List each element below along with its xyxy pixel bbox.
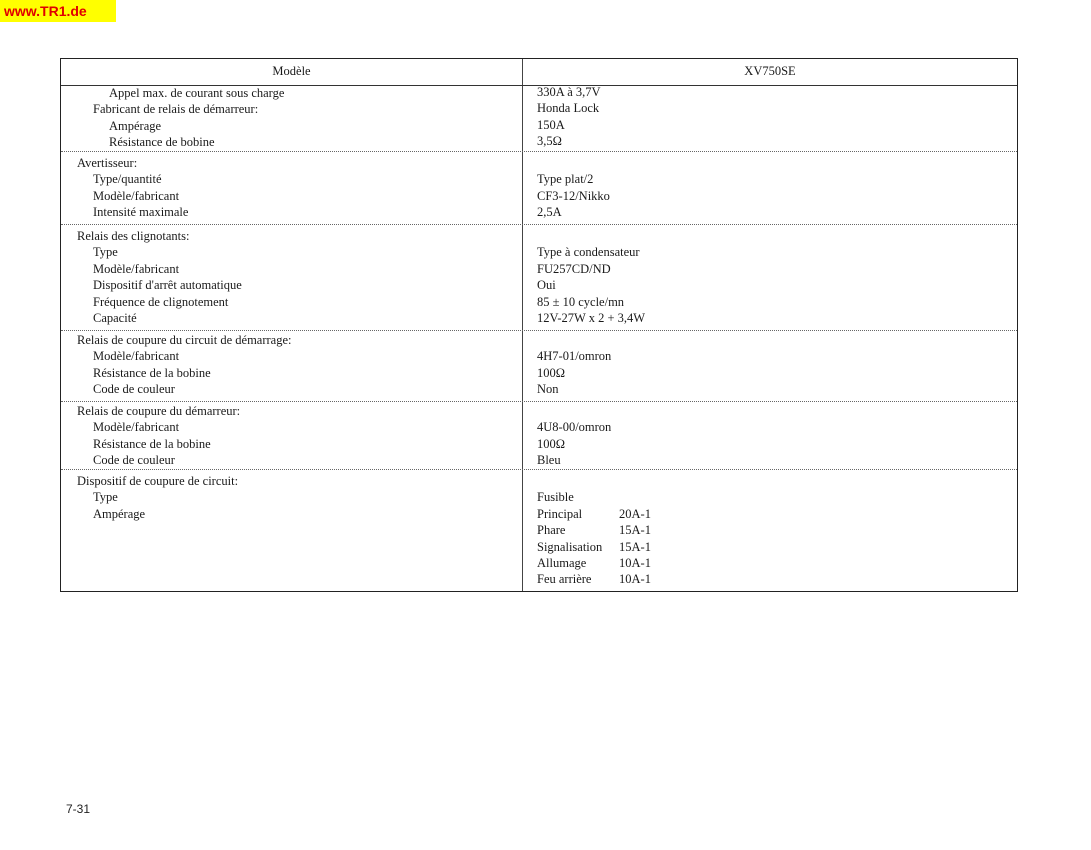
spec-label: Modèle/fabricant: [93, 349, 180, 364]
fuse-rating: 10A-1: [619, 572, 651, 587]
fuse-name: Phare: [537, 523, 566, 538]
spec-label: Ampérage: [109, 118, 162, 133]
spec-label: Code de couleur: [93, 382, 175, 397]
spec-value: 100Ω: [537, 365, 566, 380]
fuse-row: [537, 555, 1007, 571]
spec-value: Type plat/2: [537, 172, 594, 187]
spec-label: Relais des clignotants:: [77, 229, 190, 243]
spec-label: Résistance de la bobine: [93, 436, 211, 451]
section-flasher-relay: [61, 225, 1017, 331]
spec-value: 150A: [537, 117, 565, 132]
spec-value: [537, 228, 1007, 244]
spec-value: [537, 473, 1007, 489]
section-starter-cutoff-relay: [61, 402, 1017, 470]
spec-label: Relais de coupure du démarreur:: [77, 404, 241, 418]
fuse-rating: 20A-1: [619, 506, 651, 521]
section-values: [537, 228, 1007, 326]
section-values: [537, 332, 1007, 398]
spec-label: Code de couleur: [93, 453, 175, 468]
fuse-name: Signalisation: [537, 539, 603, 554]
section-starting-circuit-cutoff-relay: [61, 331, 1017, 402]
spec-value: Oui: [537, 278, 556, 293]
spec-value: FU257CD/ND: [537, 261, 611, 276]
spec-value: 12V-27W x 2 + 3,4W: [537, 310, 646, 325]
spec-value: 100Ω: [537, 436, 566, 451]
spec-label: Modèle/fabricant: [93, 261, 180, 276]
section-horn: [61, 152, 1017, 225]
spec-label: Relais de coupure du circuit de démarrage:: [77, 333, 292, 347]
spec-value: Non: [537, 382, 559, 397]
spec-label: Type/quantité: [93, 172, 162, 187]
watermark-label: www.TR1.de: [0, 0, 116, 22]
section-values: [537, 155, 1007, 221]
spec-value: Type à condensateur: [537, 245, 640, 260]
spec-value: 4H7-01/omron: [537, 349, 612, 364]
section-values: [537, 84, 1007, 150]
section-labels: [61, 332, 521, 398]
spec-label: Appel max. de courant sous charge: [109, 86, 285, 100]
spec-label: Type: [93, 245, 118, 260]
section-labels: [61, 85, 521, 151]
spec-label: Résistance de la bobine: [93, 365, 211, 380]
spec-label: Intensité maximale: [93, 205, 189, 220]
table-header-row: [61, 59, 1017, 86]
spec-value: [537, 155, 1007, 171]
spec-label: Avertisseur:: [77, 156, 138, 170]
header-model-label: Modèle: [272, 64, 311, 78]
spec-label: Dispositif de coupure de circuit:: [77, 474, 239, 488]
spec-label: Dispositif d'arrêt automatique: [93, 278, 242, 293]
spec-value: 85 ± 10 cycle/mn: [537, 294, 625, 309]
spec-label: Modèle/fabricant: [93, 188, 180, 203]
fuse-row: [537, 506, 1007, 522]
section-labels: [61, 403, 521, 469]
fuse-name: Feu arrière: [537, 572, 592, 587]
spec-value: 330A à 3,7V: [537, 85, 601, 99]
section-circuit-breaker: [61, 470, 1017, 591]
page-number: 7-31: [66, 802, 91, 816]
spec-value: CF3-12/Nikko: [537, 188, 610, 203]
spec-value: 2,5A: [537, 205, 562, 220]
spec-label: Fabricant de relais de démarreur:: [93, 102, 259, 117]
section-labels: [61, 155, 521, 221]
fuse-rating: 15A-1: [619, 539, 651, 554]
spec-label: Résistance de bobine: [109, 135, 215, 150]
spec-label: Fréquence de clignotement: [93, 294, 229, 309]
header-model-value: XV750SE: [744, 64, 796, 78]
spec-value: 4U8-00/omron: [537, 420, 612, 435]
fuse-row: [537, 571, 1007, 587]
spec-value: [537, 332, 1007, 348]
section-values: [537, 403, 1007, 469]
fuse-rating: 15A-1: [619, 523, 651, 538]
spec-label: Ampérage: [93, 506, 146, 521]
section-labels: [61, 228, 521, 326]
fuse-row: [537, 539, 1007, 555]
spec-value: Fusible: [537, 490, 574, 505]
fuse-name: Allumage: [537, 555, 587, 570]
spec-value: [537, 403, 1007, 419]
spec-label: Capacité: [93, 310, 137, 325]
spec-value: 3,5Ω: [537, 134, 562, 149]
section-starter: [61, 85, 1017, 152]
fuse-rating: 10A-1: [619, 555, 651, 570]
fuse-row: [537, 522, 1007, 538]
spec-label: Modèle/fabricant: [93, 420, 180, 435]
spec-value: Bleu: [537, 453, 561, 468]
fuse-name: Principal: [537, 506, 583, 521]
spec-value: Honda Lock: [537, 101, 600, 116]
section-labels: [61, 473, 521, 522]
section-values: [537, 473, 1007, 588]
spec-table: [60, 58, 1018, 592]
spec-label: Type: [93, 490, 118, 505]
